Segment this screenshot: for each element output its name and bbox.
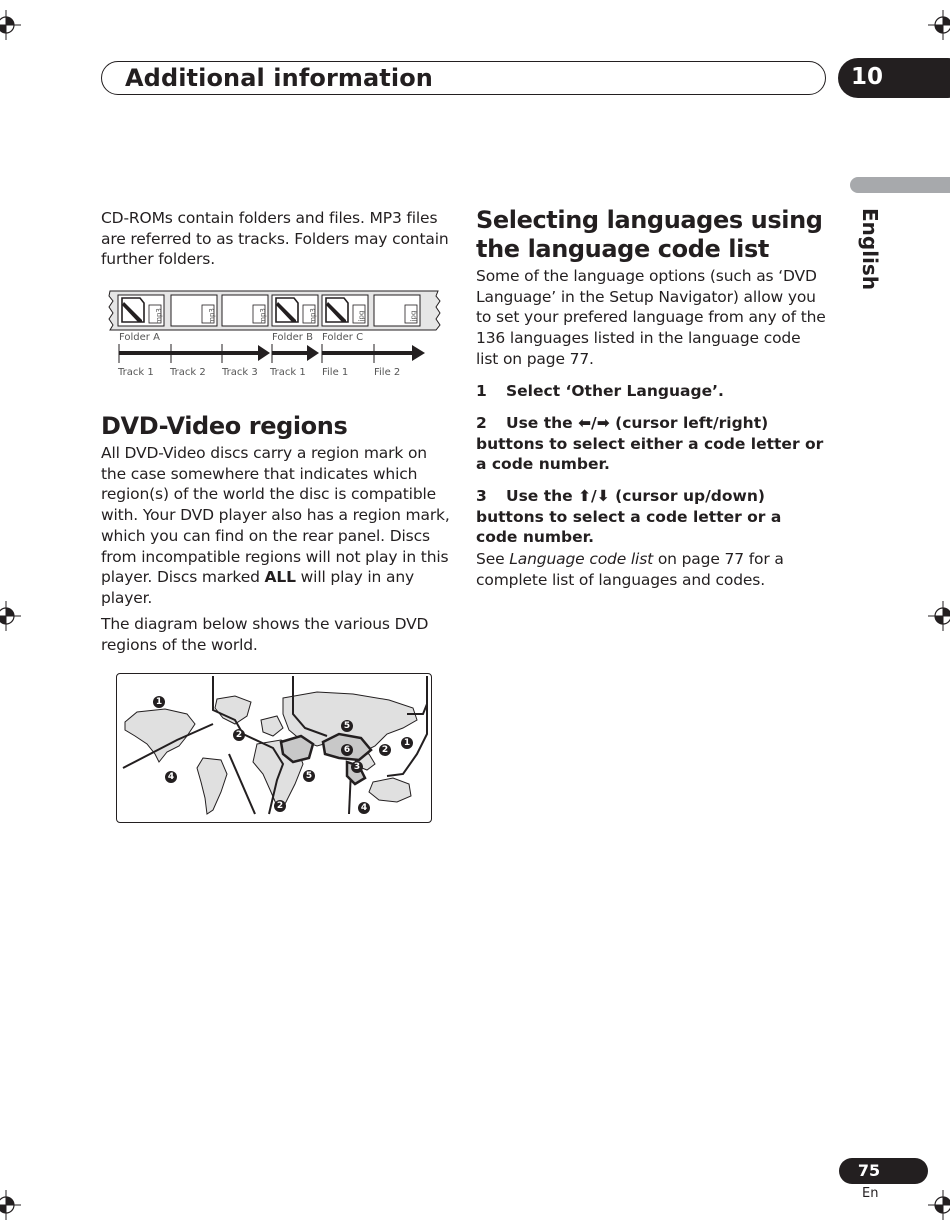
track-label: File 1 xyxy=(322,367,349,378)
regions-diagram-intro: The diagram below shows the various DVD regions of the world. xyxy=(101,615,429,654)
regions-heading: DVD-Video regions xyxy=(101,412,348,440)
file-tag: mp3 xyxy=(308,308,317,324)
page-title: Additional information xyxy=(125,64,433,92)
track-label: Track 1 xyxy=(270,367,306,378)
language-code-intro: Some of the language options (such as ‘DVD Language’ in the Setup Navigator) allow you to set your prefered language from any of the 136 languages listed in the language code list on page 77. xyxy=(476,267,826,368)
folder-label: Folder C xyxy=(322,332,364,343)
chapter-number: 10 xyxy=(851,64,884,90)
file-tag: mp3 xyxy=(154,308,163,324)
registration-mark-icon xyxy=(928,1190,950,1220)
step-3 xyxy=(476,486,826,548)
step-text: Use the ⬅/➡ (cursor left/right) buttons to select either a code letter or a code number. xyxy=(476,414,824,474)
track-label: Track 3 xyxy=(222,367,258,378)
footnote-reference: Language code list xyxy=(509,550,654,568)
step-1 xyxy=(476,381,826,402)
regions-text-part: will play in any player. xyxy=(101,568,415,607)
file-tag: mp3 xyxy=(258,308,267,324)
file-tag: mp3 xyxy=(207,308,216,324)
registration-mark-icon xyxy=(0,10,21,40)
page-language-code: En xyxy=(862,1186,879,1201)
language-tab-label: English xyxy=(858,208,882,291)
region-number-marker: 1 xyxy=(153,696,165,708)
step-2 xyxy=(476,413,826,475)
file-tag: jpg xyxy=(357,310,366,322)
folder-label: Folder B xyxy=(272,332,313,343)
track-label: File 2 xyxy=(374,367,401,378)
file-tag: jpg xyxy=(409,310,418,322)
region-number-marker: 6 xyxy=(341,744,353,756)
cdrom-intro-text: CD-ROMs contain folders and files. MP3 files are referred to as tracks. Folders may contain further folders. xyxy=(101,209,449,269)
registration-mark-icon xyxy=(928,601,950,631)
footnote-text-part: on page 77 for a complete list of languages and codes. xyxy=(476,550,784,589)
dvd-region-map xyxy=(116,673,432,823)
registration-mark-icon xyxy=(0,601,21,631)
registration-mark-icon xyxy=(0,1190,21,1220)
language-tab xyxy=(850,177,950,193)
step-text: Use the ⬆/⬇ (cursor up/down) buttons to select a code letter or a code number. xyxy=(476,487,782,547)
language-code-footnote xyxy=(476,549,826,590)
region-number-marker: 3 xyxy=(351,761,363,773)
step-number: 3 xyxy=(476,487,487,505)
track-label: Track 1 xyxy=(118,367,154,378)
regions-paragraph xyxy=(101,443,451,609)
language-code-heading: Selecting languages using the language code list xyxy=(476,206,823,263)
step-number: 2 xyxy=(476,414,487,432)
footnote-text-part: See xyxy=(476,550,510,568)
region-number-marker: 2 xyxy=(274,800,286,812)
folder-structure-diagram xyxy=(108,289,443,384)
region-number-marker: 1 xyxy=(401,737,413,749)
step-text: Select ‘Other Language’. xyxy=(506,382,724,400)
track-label: Track 2 xyxy=(170,367,206,378)
region-number-marker: 4 xyxy=(358,802,370,814)
region-number-marker: 2 xyxy=(233,729,245,741)
registration-mark-icon xyxy=(928,10,950,40)
regions-text-part: All DVD-Video discs carry a region mark on the case somewhere that indicates which region(s) of the world the disc is compatible with. Your DVD player also has a region mark, which you can find on the rear panel. Discs from incompatible regions will not play in this player. Discs marked xyxy=(101,444,450,587)
region-number-marker: 5 xyxy=(341,720,353,732)
step-number: 1 xyxy=(476,382,487,400)
folder-label: Folder A xyxy=(119,332,160,343)
region-number-marker: 4 xyxy=(165,771,177,783)
region-number-marker: 2 xyxy=(379,744,391,756)
regions-all-mark: ALL xyxy=(264,568,296,587)
page-number: 75 xyxy=(857,1161,881,1180)
region-number-marker: 5 xyxy=(303,770,315,782)
language-tab-label-wrap xyxy=(855,208,885,294)
